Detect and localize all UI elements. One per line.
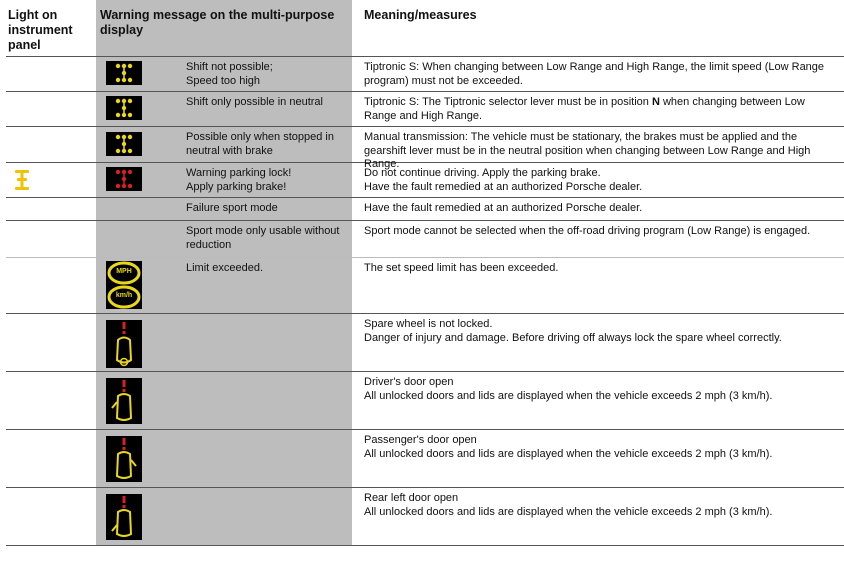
meaning-cell bbox=[352, 258, 844, 313]
table-row bbox=[6, 127, 844, 170]
header-col3-cell bbox=[352, 0, 844, 56]
meaning-text: Have the fault remedied at an authorized Porsche dealer. bbox=[364, 202, 643, 214]
display-cell bbox=[96, 372, 352, 429]
rear-left-door-open-icon bbox=[106, 494, 142, 540]
light-cell bbox=[6, 372, 96, 429]
display-message: Failure sport mode bbox=[186, 202, 278, 214]
meaning-text: Rear left door open All unlocked doors and lids are displayed when the vehicle exceeds 2 mph (3 km/h). bbox=[364, 492, 773, 518]
table-row bbox=[6, 198, 844, 221]
display-cell bbox=[96, 92, 352, 126]
light-cell bbox=[6, 488, 96, 545]
selector-position: N bbox=[651, 96, 660, 108]
meaning-cell bbox=[352, 372, 844, 429]
meaning-pre: Tiptronic S: The Tiptronic selector lever must be in position bbox=[364, 96, 652, 108]
display-message: Shift only possible in neutral bbox=[186, 96, 323, 108]
meaning-text: Driver's door open All unlocked doors and lids are displayed when the vehicle exceeds 2 mph (3 km/h). bbox=[364, 376, 773, 402]
transfer-case-yellow-icon bbox=[106, 132, 142, 156]
table-row bbox=[6, 163, 844, 198]
display-cell bbox=[96, 221, 352, 257]
table-header bbox=[6, 0, 844, 56]
light-cell bbox=[6, 314, 96, 371]
light-cell bbox=[6, 57, 96, 91]
light-cell bbox=[6, 127, 96, 162]
light-cell bbox=[6, 430, 96, 487]
meaning-cell bbox=[352, 92, 844, 126]
table-row bbox=[6, 488, 844, 546]
header-col2-cell bbox=[96, 0, 352, 56]
table-row bbox=[6, 314, 844, 372]
meaning-text: Sport mode cannot be selected when the off-road driving program (Low Range) is engaged. bbox=[364, 225, 811, 237]
display-message: Warning parking lock! Apply parking brake! bbox=[186, 167, 292, 193]
light-cell bbox=[6, 163, 96, 197]
display-cell bbox=[96, 314, 352, 371]
kmh-label: km/h bbox=[115, 292, 133, 299]
meaning-cell bbox=[352, 198, 844, 220]
meaning-text: Passenger's door open All unlocked doors and lids are displayed when the vehicle exceeds 2 mph (3 km/h). bbox=[364, 434, 773, 460]
meaning-cell bbox=[352, 163, 844, 197]
meaning-text: Tiptronic S: When changing between Low Range and High Range, the limit speed (Low Range program) must not be exceeded. bbox=[364, 61, 825, 87]
driver-door-open-icon bbox=[106, 378, 142, 424]
table-row bbox=[6, 258, 844, 314]
meaning-cell bbox=[352, 127, 844, 170]
header-display-label: Warning message on the multi-purpose display bbox=[100, 8, 335, 37]
light-cell bbox=[6, 258, 96, 313]
table-row bbox=[6, 92, 844, 127]
meaning-cell bbox=[352, 314, 844, 371]
meaning-text: Spare wheel is not locked. Danger of injury and damage. Before driving off always lock the spare wheel correctly. bbox=[364, 318, 782, 344]
display-cell bbox=[96, 163, 352, 197]
transfer-case-yellow-icon bbox=[106, 96, 142, 120]
display-cell bbox=[96, 488, 352, 545]
passenger-door-open-icon bbox=[106, 436, 142, 482]
meaning-cell bbox=[352, 221, 844, 257]
meaning-text bbox=[364, 96, 840, 123]
meaning-cell bbox=[352, 488, 844, 545]
light-cell bbox=[6, 92, 96, 126]
table-row bbox=[6, 430, 844, 488]
meaning-text: Manual transmission: The vehicle must be stationary, the brakes must be applied and the gearshift lever must be in the neutral position when changing between Low Range and High Range. bbox=[364, 131, 811, 170]
display-cell bbox=[96, 430, 352, 487]
transfer-case-red-icon bbox=[106, 167, 142, 191]
header-col1-cell bbox=[6, 0, 96, 56]
display-message: Possible only when stopped in neutral with brake bbox=[186, 131, 334, 157]
table-row bbox=[6, 372, 844, 430]
table-row bbox=[6, 56, 844, 92]
display-message: Limit exceeded. bbox=[186, 262, 264, 274]
header-meaning-label: Meaning/measures bbox=[364, 8, 477, 22]
light-cell bbox=[6, 198, 96, 220]
display-cell bbox=[96, 127, 352, 162]
meaning-post: when changing between Low Range and High Range. bbox=[364, 96, 805, 122]
header-light-label: Light on instrument panel bbox=[8, 8, 73, 52]
warning-table bbox=[6, 0, 844, 546]
meaning-text: The set speed limit has been exceeded. bbox=[364, 262, 559, 274]
table-row bbox=[6, 221, 844, 258]
meaning-text: Do not continue driving. Apply the parking brake. Have the fault remedied at an authorized Porsche dealer. bbox=[364, 167, 643, 193]
display-message: Shift not possible; Speed too high bbox=[186, 61, 273, 87]
spare-wheel-warning-icon bbox=[106, 320, 142, 368]
meaning-cell bbox=[352, 430, 844, 487]
mph-label: MPH bbox=[116, 268, 132, 275]
transfer-case-panel-icon bbox=[14, 169, 30, 196]
meaning-cell bbox=[352, 57, 844, 91]
display-cell bbox=[96, 57, 352, 91]
transfer-case-yellow-icon bbox=[106, 61, 142, 85]
speed-limit-icons bbox=[106, 261, 142, 309]
display-message: Sport mode only usable without reduction bbox=[186, 225, 340, 251]
light-cell bbox=[6, 221, 96, 257]
display-cell bbox=[96, 258, 352, 313]
display-cell bbox=[96, 198, 352, 220]
